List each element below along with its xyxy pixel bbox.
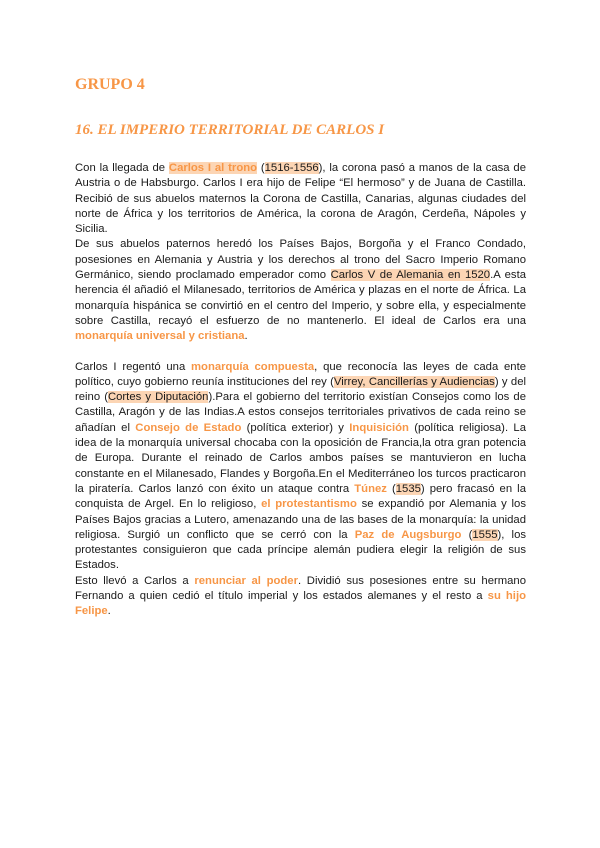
text-run: (política exterior) y bbox=[241, 421, 350, 434]
highlighted-term: el protestantismo bbox=[261, 498, 357, 511]
text-run: . Dividió sus posesiones entre su hermano Fernando a quien cedió el título imperial y los estados alemanes y el resto a bbox=[75, 574, 526, 603]
text-run: (política religiosa). La idea de la monarquía universal chocaba con la oposición de Francia,la otra gran potencia de Europa. Durante el reinado de Carlos ambos países se mantuvieron en lucha constante en el Milanesado, Flandes y Borgoña.En el Mediterráneo los turcos practicaron la piratería. Carlos lanzó con éxito un ataque contra bbox=[75, 421, 526, 495]
highlighted-term: 1516-1556 bbox=[264, 162, 319, 174]
highlighted-term: su hijo Felipe bbox=[75, 590, 526, 618]
group-heading: GRUPO 4 bbox=[75, 76, 145, 93]
text-run: ) y del reino ( bbox=[75, 375, 526, 404]
highlighted-term: Cortes y Diputación bbox=[107, 391, 209, 404]
text-run: ), la corona pasó a manos de la casa de Austria o de Habsburgo. Carlos I era hijo de Felipe “El hermoso” y de Juana de Castilla. Recibió de sus abuelos maternos la Corona de Castilla, Canarias, algunas ciudades del norte de África y los territorios de América, la corona de Aragón, Cerdeña, Nápoles y Sicilia. bbox=[75, 162, 526, 236]
highlighted-term: Virrey, Cancillerías y Audiencias bbox=[333, 375, 495, 388]
highlighted-term: monarquía compuesta bbox=[191, 360, 315, 373]
highlighted-term: Paz de Augsburgo bbox=[354, 528, 462, 541]
text-run: ).Para el gobierno del territorio existían Consejos como los de Castilla, Aragón y de las Indias.A estos consejos territoriales privativos de cada reino se añadían el bbox=[75, 391, 526, 434]
highlighted-term: Túnez bbox=[354, 482, 387, 495]
text-run: se expandió por Alemania y los Países Bajos gracias a Lutero, amenazando una de las bases de la monarquía: la unidad religiosa. Surgió un conflicto que se cerró con la bbox=[75, 498, 526, 541]
text-run: ( bbox=[386, 482, 396, 495]
highlighted-term: Carlos I al trono bbox=[168, 162, 258, 174]
text-run: Carlos I regentó una bbox=[75, 360, 192, 373]
highlighted-term: 1535 bbox=[395, 482, 421, 495]
paragraph bbox=[75, 574, 526, 620]
text-run: .A esta herencia él añadió el Milanesado, territorios de América y plazas en el norte de África. La monarquía hispánica se convirtió en el centro del Imperio, y sobre ella, y especialmente sobre Castilla, recayó el esfuerzo de no mantenerlo. El ideal de Carlos era una bbox=[75, 269, 527, 327]
text-run: De sus abuelos paternos heredó los Países Bajos, Borgoña y el Franco Condado, posesiones en Alemania y Austria y los derechos al trono del Sacro Imperio Romano Germánico, siendo proclamado emperador como bbox=[75, 238, 526, 282]
text-run: . bbox=[107, 605, 111, 618]
highlighted-term: Carlos V de Alemania en 1520 bbox=[330, 269, 491, 282]
highlighted-term: monarquía universal y cristiana bbox=[75, 330, 245, 343]
body-text bbox=[75, 161, 526, 620]
section-title: 16. EL IMPERIO TERRITORIAL DE CARLOS I bbox=[75, 122, 385, 138]
text-run: Con la llegada de bbox=[75, 162, 169, 174]
paragraph bbox=[75, 161, 526, 237]
paragraph bbox=[75, 237, 526, 344]
text-run: , que reconocía las leyes de cada ente político, cuyo gobierno reunía instituciones del rey ( bbox=[75, 360, 526, 388]
highlighted-term: Inquisición bbox=[349, 421, 409, 434]
text-run: ), los protestantes consiguieron que cada príncipe alemán pudiera elegir la religión de sus Estados. bbox=[75, 528, 527, 572]
text-run: ( bbox=[257, 162, 265, 174]
text-run: ) pero fracasó en la conquista de Argel. En lo religioso, bbox=[75, 482, 526, 511]
text-run: ( bbox=[461, 528, 473, 541]
text-run: Esto llevó a Carlos a bbox=[75, 574, 195, 587]
highlighted-term: Consejo de Estado bbox=[135, 421, 242, 434]
highlighted-term: 1555 bbox=[472, 528, 498, 541]
paragraph bbox=[75, 360, 526, 574]
highlighted-term: renunciar al poder bbox=[194, 574, 298, 587]
text-run: . bbox=[244, 330, 248, 343]
